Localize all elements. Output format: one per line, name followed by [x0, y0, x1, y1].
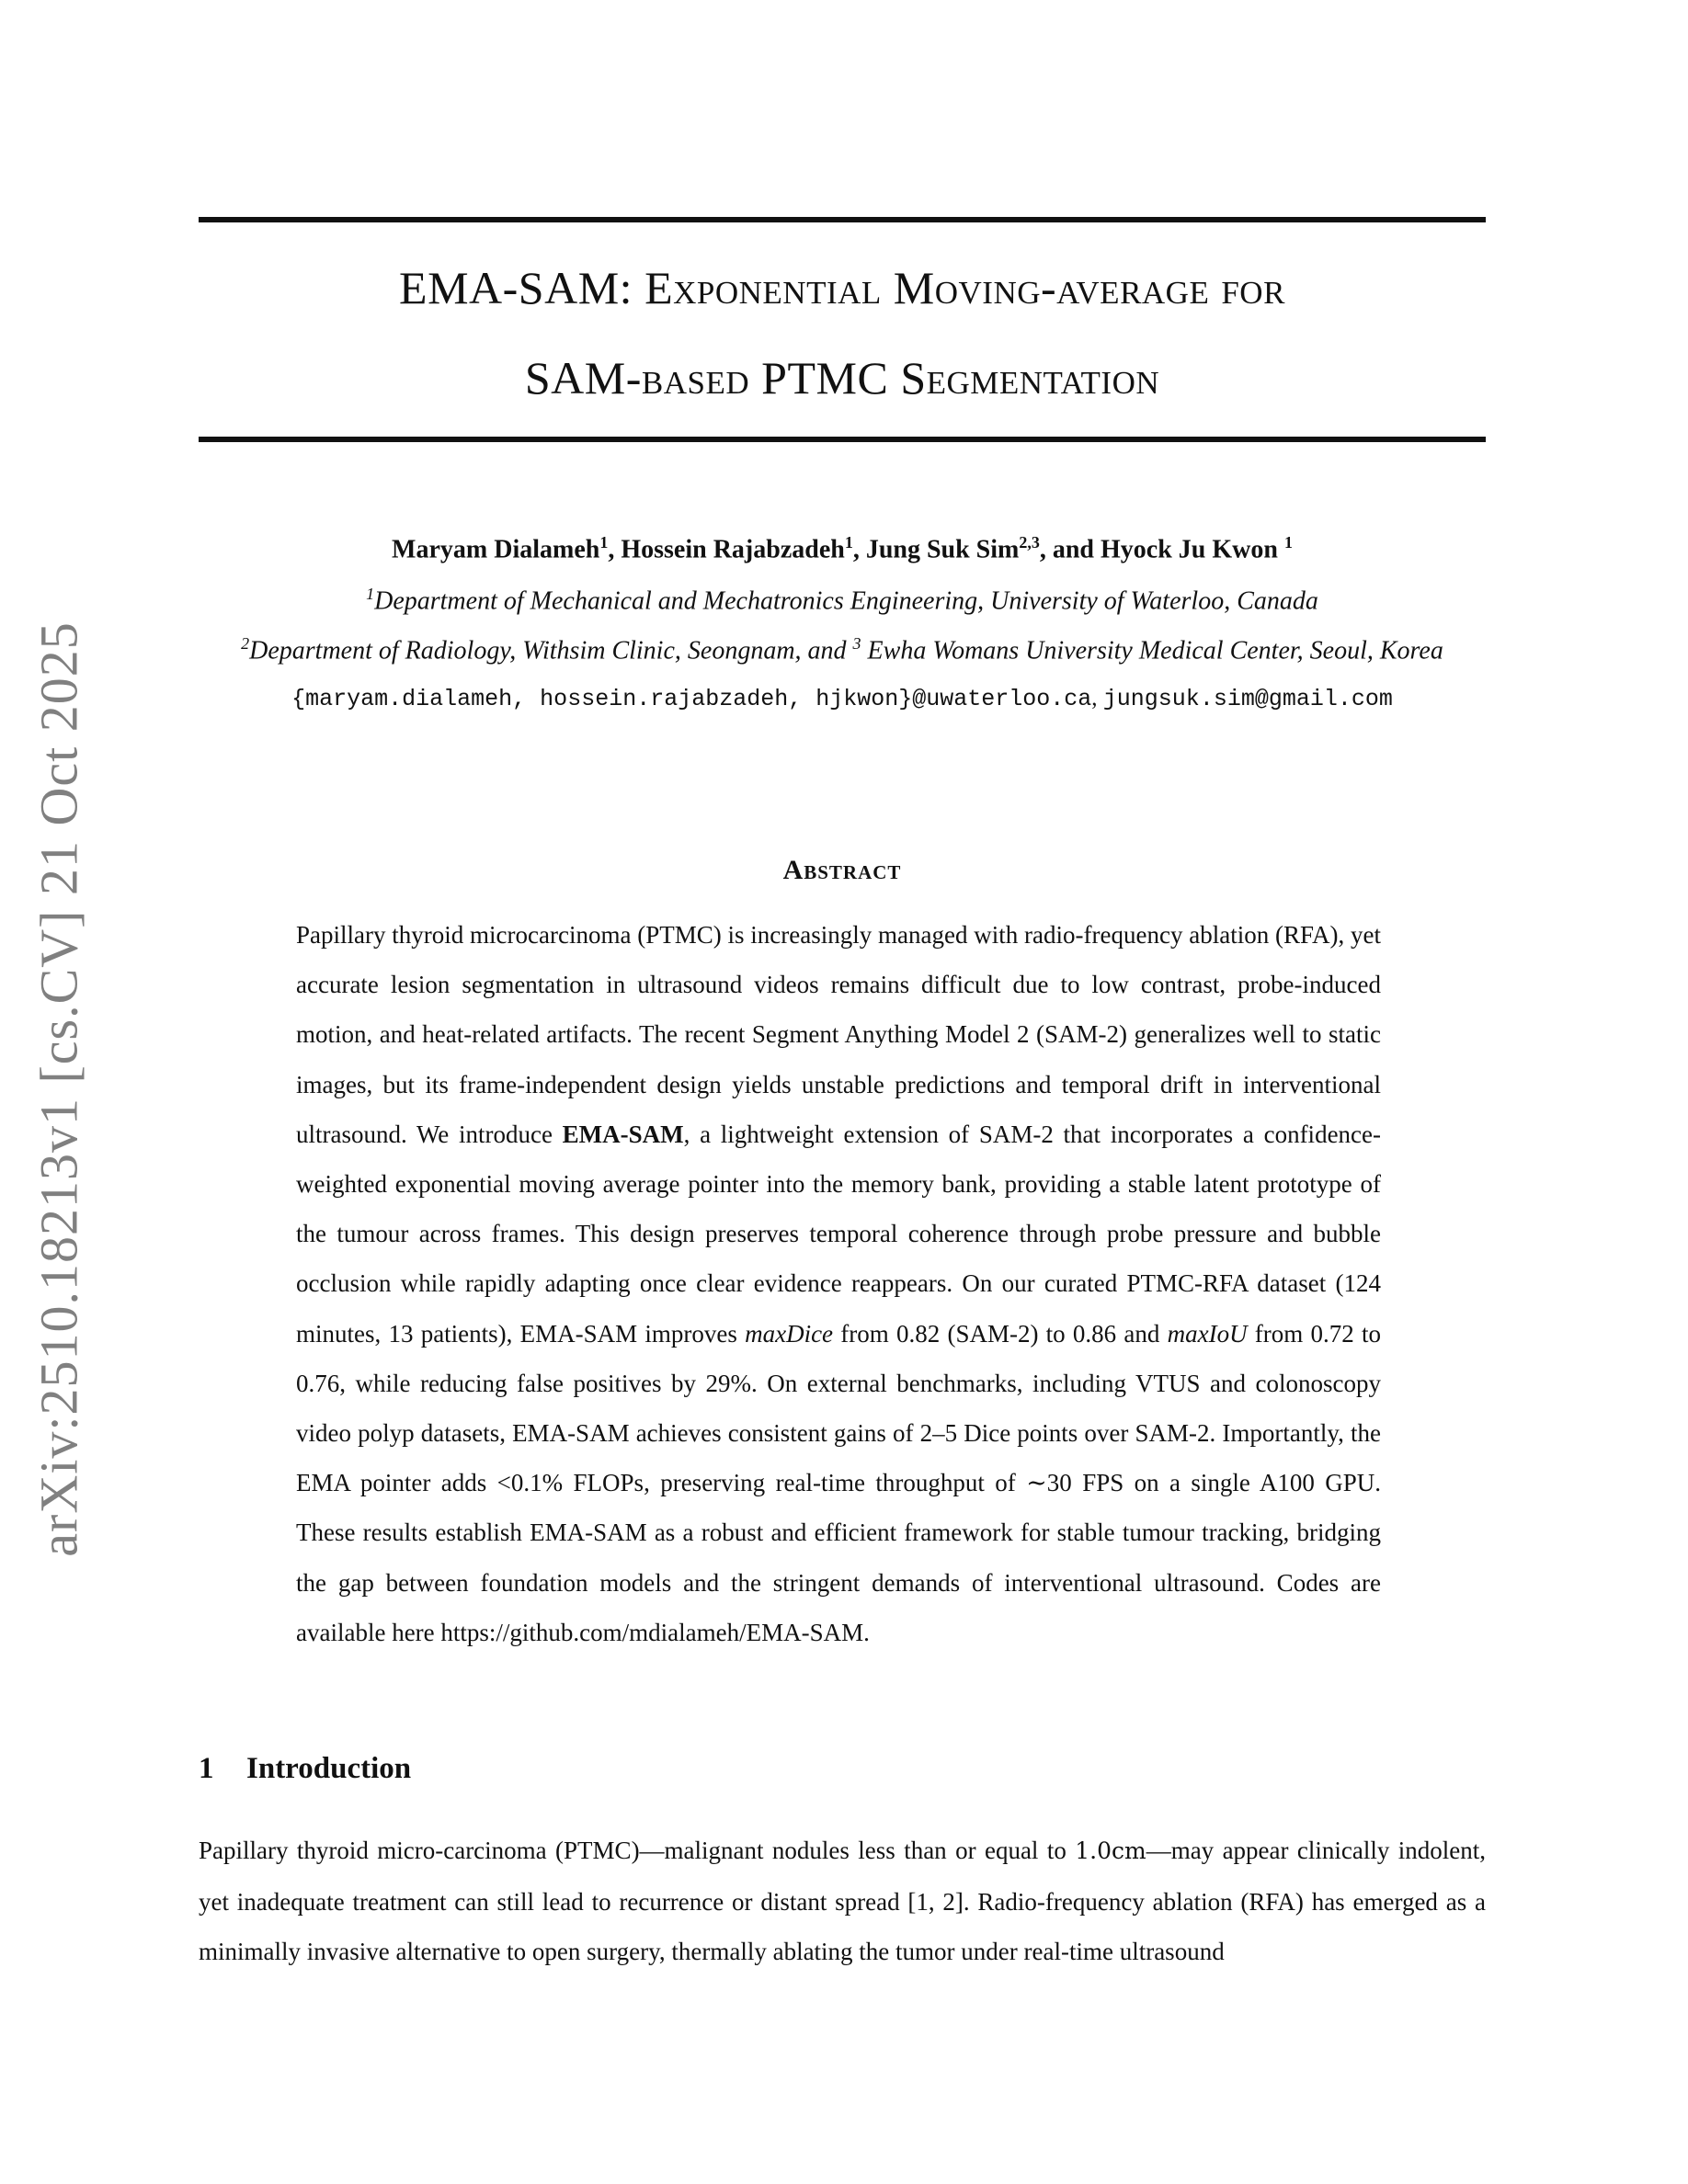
- introduction-paragraph: [199, 1826, 1486, 1977]
- title-segment: M: [881, 262, 935, 313]
- affiliation-text: Department of Mechanical and Mechatronics Engineering, University of Waterloo, Canada: [374, 586, 1318, 616]
- intro-text: —may appear clinically indolent, yet inadequate treatment can still lead to recurrence or distant spread [1, 2]. Radio-frequency ablation (RFA) has emerged as a minimally invasive alternative to open surgery, thermally ablating the tumor under real-time ultrasound: [199, 1837, 1486, 1965]
- section-number: 1: [199, 1752, 214, 1785]
- metric-name: maxIoU: [1167, 1319, 1248, 1348]
- math-value: 1.0cm: [1075, 1837, 1146, 1864]
- affiliation-1: [199, 585, 1486, 616]
- title-segment: xponential: [673, 262, 882, 313]
- abstract-text: , a lightweight extension of SAM-2 that incorporates a confidence-weighted exponential moving average pointer into the memory bank, providing a stable latent prototype of the tumour across frames. This design preserves temporal coherence through probe pressure and bubble occlusion while rapidly adapting once clear evidence reappears. On our curated PTMC-RFA dataset (124 minutes, 13 patients), EMA-SAM improves: [296, 1120, 1382, 1348]
- title-segment: oving-average for: [934, 262, 1285, 313]
- affiliation-mark: 2: [241, 634, 250, 653]
- author-affiliation-mark: 1: [844, 533, 853, 552]
- author-affiliation-mark: 1: [1283, 533, 1293, 552]
- author-name: Hossein Rajabzadeh: [621, 535, 845, 564]
- metric-name: maxDice: [745, 1319, 834, 1348]
- abstract-text: from 0.72 to 0.76, while reducing false positives by 29%. On external benchmarks, including VTUS and colonoscopy video polyp datasets, EMA-SAM achieves consistent gains of 2–5 Dice points over SAM-2. Importantly, the EMA pointer adds <0.1% FLOPs, preserving real-time throughput of ∼30 FPS on a single A100 GPU. These results establish EMA-SAM as a robust and efficient framework for stable tumour tracking, bridging the gap between foundation models and the stringent demands of interventional ultrasound. Codes are available here https://github.com/mdialameh/EMA-SAM.: [296, 1319, 1381, 1646]
- author-affiliation-mark: 2,3: [1019, 533, 1040, 552]
- affiliation-text: Ewha Womans University Medical Center, Seoul, Korea: [861, 636, 1443, 665]
- section-title: Introduction: [246, 1752, 412, 1785]
- email-group[interactable]: {maryam.dialameh, hossein.rajabzadeh, hjkwon}@uwaterloo.ca: [291, 686, 1092, 712]
- author-name: Jung Suk Sim: [865, 535, 1020, 564]
- title-segment: PTMC S: [749, 352, 927, 404]
- author-affiliation-mark: 1: [599, 533, 609, 552]
- author-list: Maryam Dialameh$^1$, Hossein Rajabzadeh$^1$, Jung Suk Sim$^{2,3}$, and Hyock Ju Kwon $^1$: [392, 533, 1293, 564]
- affiliation-mark: 1: [366, 585, 375, 603]
- email-single[interactable]: jungsuk.sim@gmail.com: [1102, 686, 1393, 712]
- title-segment: egmentation: [926, 352, 1160, 404]
- title-segment: based: [641, 352, 750, 404]
- paper-title-line-1: [199, 262, 1486, 313]
- title-segment: EMA-SAM: E: [399, 262, 674, 313]
- affiliation-mark: 3: [852, 634, 861, 653]
- author-name: Hyock Ju Kwon: [1101, 535, 1278, 564]
- affiliation-2: [199, 634, 1486, 665]
- abstract-body: [296, 910, 1381, 1657]
- email-separator: ,: [1091, 686, 1103, 711]
- section-heading-introduction: [199, 1752, 411, 1786]
- title-rule-top: [199, 217, 1486, 222]
- author-emails: [199, 686, 1486, 712]
- abstract-text: from 0.82 (SAM-2) to 0.86 and: [833, 1319, 1168, 1348]
- abstract-heading: Abstract: [782, 855, 902, 885]
- intro-text: Papillary thyroid micro-carcinoma (PTMC)—malignant nodules less than or equal to: [199, 1837, 1076, 1864]
- author-name: Maryam Dialameh: [392, 535, 600, 564]
- title-segment: SAM-: [524, 352, 642, 404]
- abstract-text: Papillary thyroid microcarcinoma (PTMC) is increasingly managed with radio-frequency ablation (RFA), yet accurate lesion segmentation in ultrasound videos remains difficult due to low contrast, probe-induced motion, and heat-related artifacts. The recent Segment Anything Model 2 (SAM-2) generalizes well to static images, but its frame-independent design yields unstable predictions and temporal drift in interventional ultrasound. We introduce: [296, 921, 1381, 1148]
- title-rule-bottom: [199, 437, 1486, 442]
- method-name: EMA-SAM: [562, 1120, 684, 1148]
- affiliation-text: Department of Radiology, Withsim Clinic, Seongnam, and: [249, 636, 853, 665]
- paper-title-line-2: [199, 352, 1486, 404]
- arxiv-stamp-text: arXiv:2510.18213v1 [cs.CV] 21 Oct 2025: [29, 621, 89, 1557]
- arxiv-identifier-stamp: [22, 607, 96, 1572]
